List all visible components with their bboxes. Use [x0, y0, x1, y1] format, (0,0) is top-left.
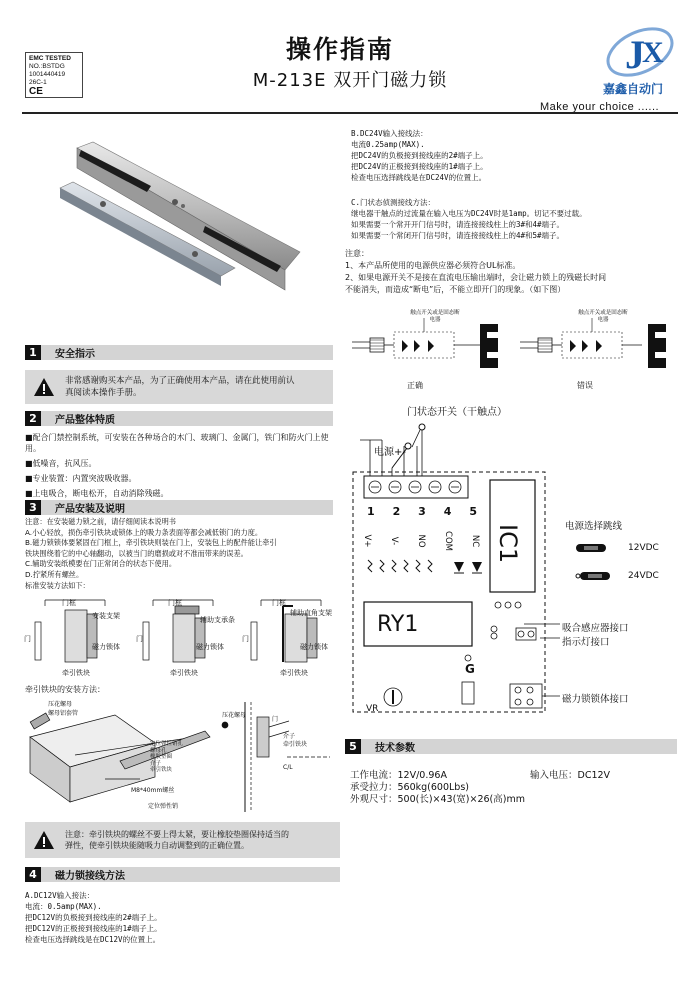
wrong-label: 错误 — [577, 381, 593, 390]
warning-icon — [33, 830, 55, 850]
callout-r-nut: 压花螺母 — [222, 712, 247, 719]
section-4-header — [25, 867, 340, 882]
warning-line: 非常感谢购买本产品，为了正确使用本产品，请在此使用前认 — [65, 376, 295, 386]
install-line: C.辅助安装纸模要在门正常闭合的状态下使用。 — [25, 559, 177, 569]
warning-text — [65, 829, 289, 851]
callout-r-door: 门 — [272, 716, 279, 723]
install-line: 注意：在安装磁力锁之前，请仔细阅读本说明书 — [25, 517, 176, 526]
b-line: 电流0.25amp(MAX). — [351, 140, 425, 149]
c-line: 继电器干触点的过流量在输入电压为DC24V时是1amp。切记不要过载。 — [351, 209, 587, 218]
feature-item: ■专业装置：内置突波吸收器。 — [25, 474, 137, 483]
wiring-line: 检查电压选择跳线是在DC12V的位置上。 — [25, 935, 161, 944]
switch-tag-wrong: 触点开关或是固态断电器 — [578, 310, 628, 323]
section-title: 技术参数 — [375, 743, 415, 754]
install-line: A.小心轻放，损伤牵引铁块或锁体上的吸力条表面等都会减低锁门的力度。 — [25, 527, 263, 537]
section-title: 磁力锁接线方法 — [55, 871, 125, 882]
note-line: 不能消失，而造成“断电”后，不能立即开门的现象。（如下图） — [345, 285, 566, 294]
section-2-header — [25, 411, 333, 426]
terminal-number: 1 — [367, 505, 375, 518]
plate-install-title: 牵引铁块的安装方法： — [25, 685, 105, 694]
power-label: 电源+- — [374, 447, 406, 458]
section-number: 1 — [25, 345, 41, 360]
fig1-frame: 门框 — [62, 599, 76, 607]
wiring-line: A.DC12V输入接法： — [25, 891, 95, 900]
ic-label: IC1 — [494, 524, 522, 564]
tagline: Make your choice ...... — [540, 101, 660, 113]
section-1-header — [25, 345, 333, 360]
safety-warning — [25, 370, 333, 404]
callout: 介子 — [150, 760, 162, 767]
emc-cert-label — [25, 52, 83, 98]
c-line: 如果需要一个常闭开门信号时，请连接接线柱上的4#和5#端子。 — [351, 231, 565, 240]
fig3-frame: 门框 — [272, 599, 286, 607]
section-title: 产品整体特质 — [55, 415, 115, 426]
fig1-plate: 牵引铁块 — [62, 669, 90, 677]
fig1-body: 磁力锁体 — [92, 643, 120, 651]
note-title: 注意： — [345, 249, 369, 258]
terminal-label: COM — [443, 531, 453, 551]
callout-nut: 压花螺母 — [48, 701, 73, 708]
c-line: 如果需要一个常开开门信号时，请连接接线柱上的3#和4#端子。 — [351, 220, 565, 229]
b-line: 把DC24V的负极接到接线座的2#端子上。 — [351, 151, 488, 160]
callout-cl: C/L — [283, 764, 293, 771]
warning-text — [65, 375, 295, 399]
install-line: D.拧紧所有螺丝。 — [25, 569, 84, 579]
company-name: 嘉鑫自动门 — [602, 82, 663, 96]
terminal-number: 5 — [469, 505, 477, 518]
terminal-number: 2 — [392, 505, 401, 518]
correct-diagram — [352, 318, 498, 368]
page-title: 操作指南 — [285, 35, 394, 64]
section-number: 5 — [345, 739, 361, 754]
fig2-body: 磁力锁体 — [196, 643, 224, 651]
feature-item: ■配合门禁控制系统，可安装在各种场合的木门、玻璃门、金属门，铁门和防火门上使用。 — [25, 433, 329, 453]
terminal-numbers — [367, 505, 477, 518]
dc12v-wiring — [25, 890, 340, 945]
indicator-port-label: 指示灯接口 — [562, 637, 610, 648]
b-line: 检查电压选择跳线是在DC24V的位置上。 — [351, 173, 487, 182]
door-status-wiring — [351, 197, 691, 241]
fig1-bracket: 安装支架 — [92, 612, 120, 620]
tech-params — [350, 770, 680, 806]
correct-wrong-diagram — [350, 310, 680, 390]
jumper-title: 电源选择跳线 — [565, 521, 623, 532]
circuit-board-diagram — [350, 410, 680, 730]
section-3-header — [25, 500, 333, 515]
jumper-12v: 12VDC — [628, 543, 659, 553]
fig1-door: 门 — [24, 635, 31, 643]
install-fig-1 — [35, 600, 105, 662]
section-number: 3 — [25, 500, 41, 515]
callout: 螺母孔 — [150, 747, 167, 754]
fig2-bracket: 辅助支承条 — [200, 616, 235, 624]
param-voltage: 输入电压：DC12V — [530, 770, 611, 781]
terminal-number: 3 — [418, 505, 426, 518]
ce-mark: CE — [29, 86, 43, 97]
section-title: 产品安装及说明 — [55, 504, 125, 515]
fig2-frame: 门框 — [168, 599, 182, 607]
c-title: C.门状态侦测接线方法： — [351, 198, 436, 207]
callout-pin: 定位弹性销 — [148, 803, 179, 810]
feature-item: ■低噪音，抗风压。 — [25, 459, 97, 468]
feature-item: ■上电吸合，断电松开，自动消除残磁。 — [25, 489, 169, 498]
callout: 橡胶垫圈 — [150, 754, 173, 760]
note-line: 1、本产品所使用的电源供应器必须符合UL标准。 — [345, 261, 521, 270]
warning-line: 注意：牵引铁块的螺丝不要上得太紧，要让橡胶垫圈保持适当的 — [65, 830, 289, 839]
vr-label: VR — [366, 704, 379, 714]
jumper-24v: 24VDC — [628, 571, 659, 581]
fig3-plate: 牵引铁块 — [280, 669, 308, 677]
section-5-header — [345, 739, 677, 754]
callout-sleeve: 螺母铝套管 — [48, 710, 79, 717]
install-fig-2 — [143, 600, 213, 662]
wiring-line: 把DC12V的负极接到接线座的2#端子上。 — [25, 913, 162, 922]
terminal-label: NC — [470, 534, 480, 548]
callout: 牵引铁块 — [150, 767, 173, 773]
switch-tag-correct: 触点开关或是固态断电器 — [410, 310, 460, 323]
callout: 定位弹性销孔 — [150, 741, 184, 747]
terminal-number: 4 — [443, 505, 452, 518]
fig2-door: 门 — [136, 635, 143, 643]
svg-text:X: X — [642, 36, 664, 69]
section-title: 安全指示 — [55, 349, 95, 360]
callout-bolt: M8*40mm螺丝 — [131, 787, 175, 794]
wrong-diagram — [520, 318, 666, 368]
param-force: 承受拉力：560kg(600Lbs) — [350, 782, 469, 793]
wiring-line: 电流：0.5amp(MAX). — [25, 902, 102, 911]
product-image — [55, 140, 310, 315]
note-line: 2、如果电源开关不是接在直流电压输出端时，会让磁力锁上的残磁长时间 — [345, 273, 607, 282]
door-switch-label: 门状态开关（干触点） — [407, 407, 507, 418]
sensor-port-label: 吸合感应器接口 — [562, 623, 629, 634]
install-line: 铁块围绕着它的中心轴翻动，以被当门的磨损或对不准而带来的误差。 — [25, 548, 248, 558]
terminal-label: V- — [389, 536, 399, 546]
cert-line: EMC TESTED — [29, 55, 71, 62]
install-line: B.磁力锁锁体要紧固在门框上，牵引铁块则装在门上，安装包上的配件能让牵引 — [25, 538, 277, 548]
b-line: 把DC24V的正极接到接线座的1#端子上。 — [351, 162, 488, 171]
install-line: 标准安装方法如下： — [25, 580, 90, 590]
terminal-label: V+ — [362, 534, 372, 548]
param-current: 工作电流：12V/0.96A — [350, 770, 447, 781]
fig3-body: 磁力锁体 — [300, 643, 328, 651]
param-size: 外观尺寸：500(长)×43(宽)×26(高)mm — [350, 794, 525, 805]
b-title: B.DC24V输入接线法： — [351, 129, 428, 138]
callout-r-plate: 牵引铁块 — [283, 741, 308, 748]
header-divider — [22, 112, 678, 114]
warning-icon — [33, 377, 55, 397]
installation-notes — [25, 517, 337, 591]
dc24v-wiring — [351, 128, 681, 183]
cert-line: 1001440419 — [29, 71, 66, 78]
fig3-door: 门 — [242, 635, 249, 643]
cert-line: NO.:BSTDG — [29, 63, 65, 70]
svg-text:J: J — [625, 32, 645, 77]
lock-port-label: 磁力锁锁体接口 — [562, 694, 629, 705]
warning-line: 真阅读本操作手册。 — [65, 388, 142, 398]
plate-warning — [25, 822, 340, 858]
correct-label: 正确 — [407, 381, 423, 390]
page-subtitle: M-213E 双开门磁力锁 — [252, 70, 448, 91]
section-number: 4 — [25, 867, 41, 882]
terminal-labels — [354, 531, 488, 551]
cert-line: 26C-1 — [29, 79, 47, 86]
callout-r-washer: 介子 — [283, 733, 296, 740]
relay-label: RY1 — [377, 612, 419, 637]
callouts-mid — [150, 741, 183, 774]
terminal-label: NO — [416, 534, 426, 548]
fig3-bracket: 辅助直角支架 — [290, 609, 332, 617]
wiring-line: 把DC12V的正极接到接线座的1#端子上。 — [25, 924, 162, 933]
feature-list — [25, 432, 333, 503]
g-label: G — [465, 662, 475, 676]
section-number: 2 — [25, 411, 41, 426]
warning-line: 弹性，使牵引铁块能随吸力自动调整到的正确位置。 — [65, 841, 249, 850]
power-note — [345, 248, 685, 296]
fig2-plate: 牵引铁块 — [170, 669, 198, 677]
